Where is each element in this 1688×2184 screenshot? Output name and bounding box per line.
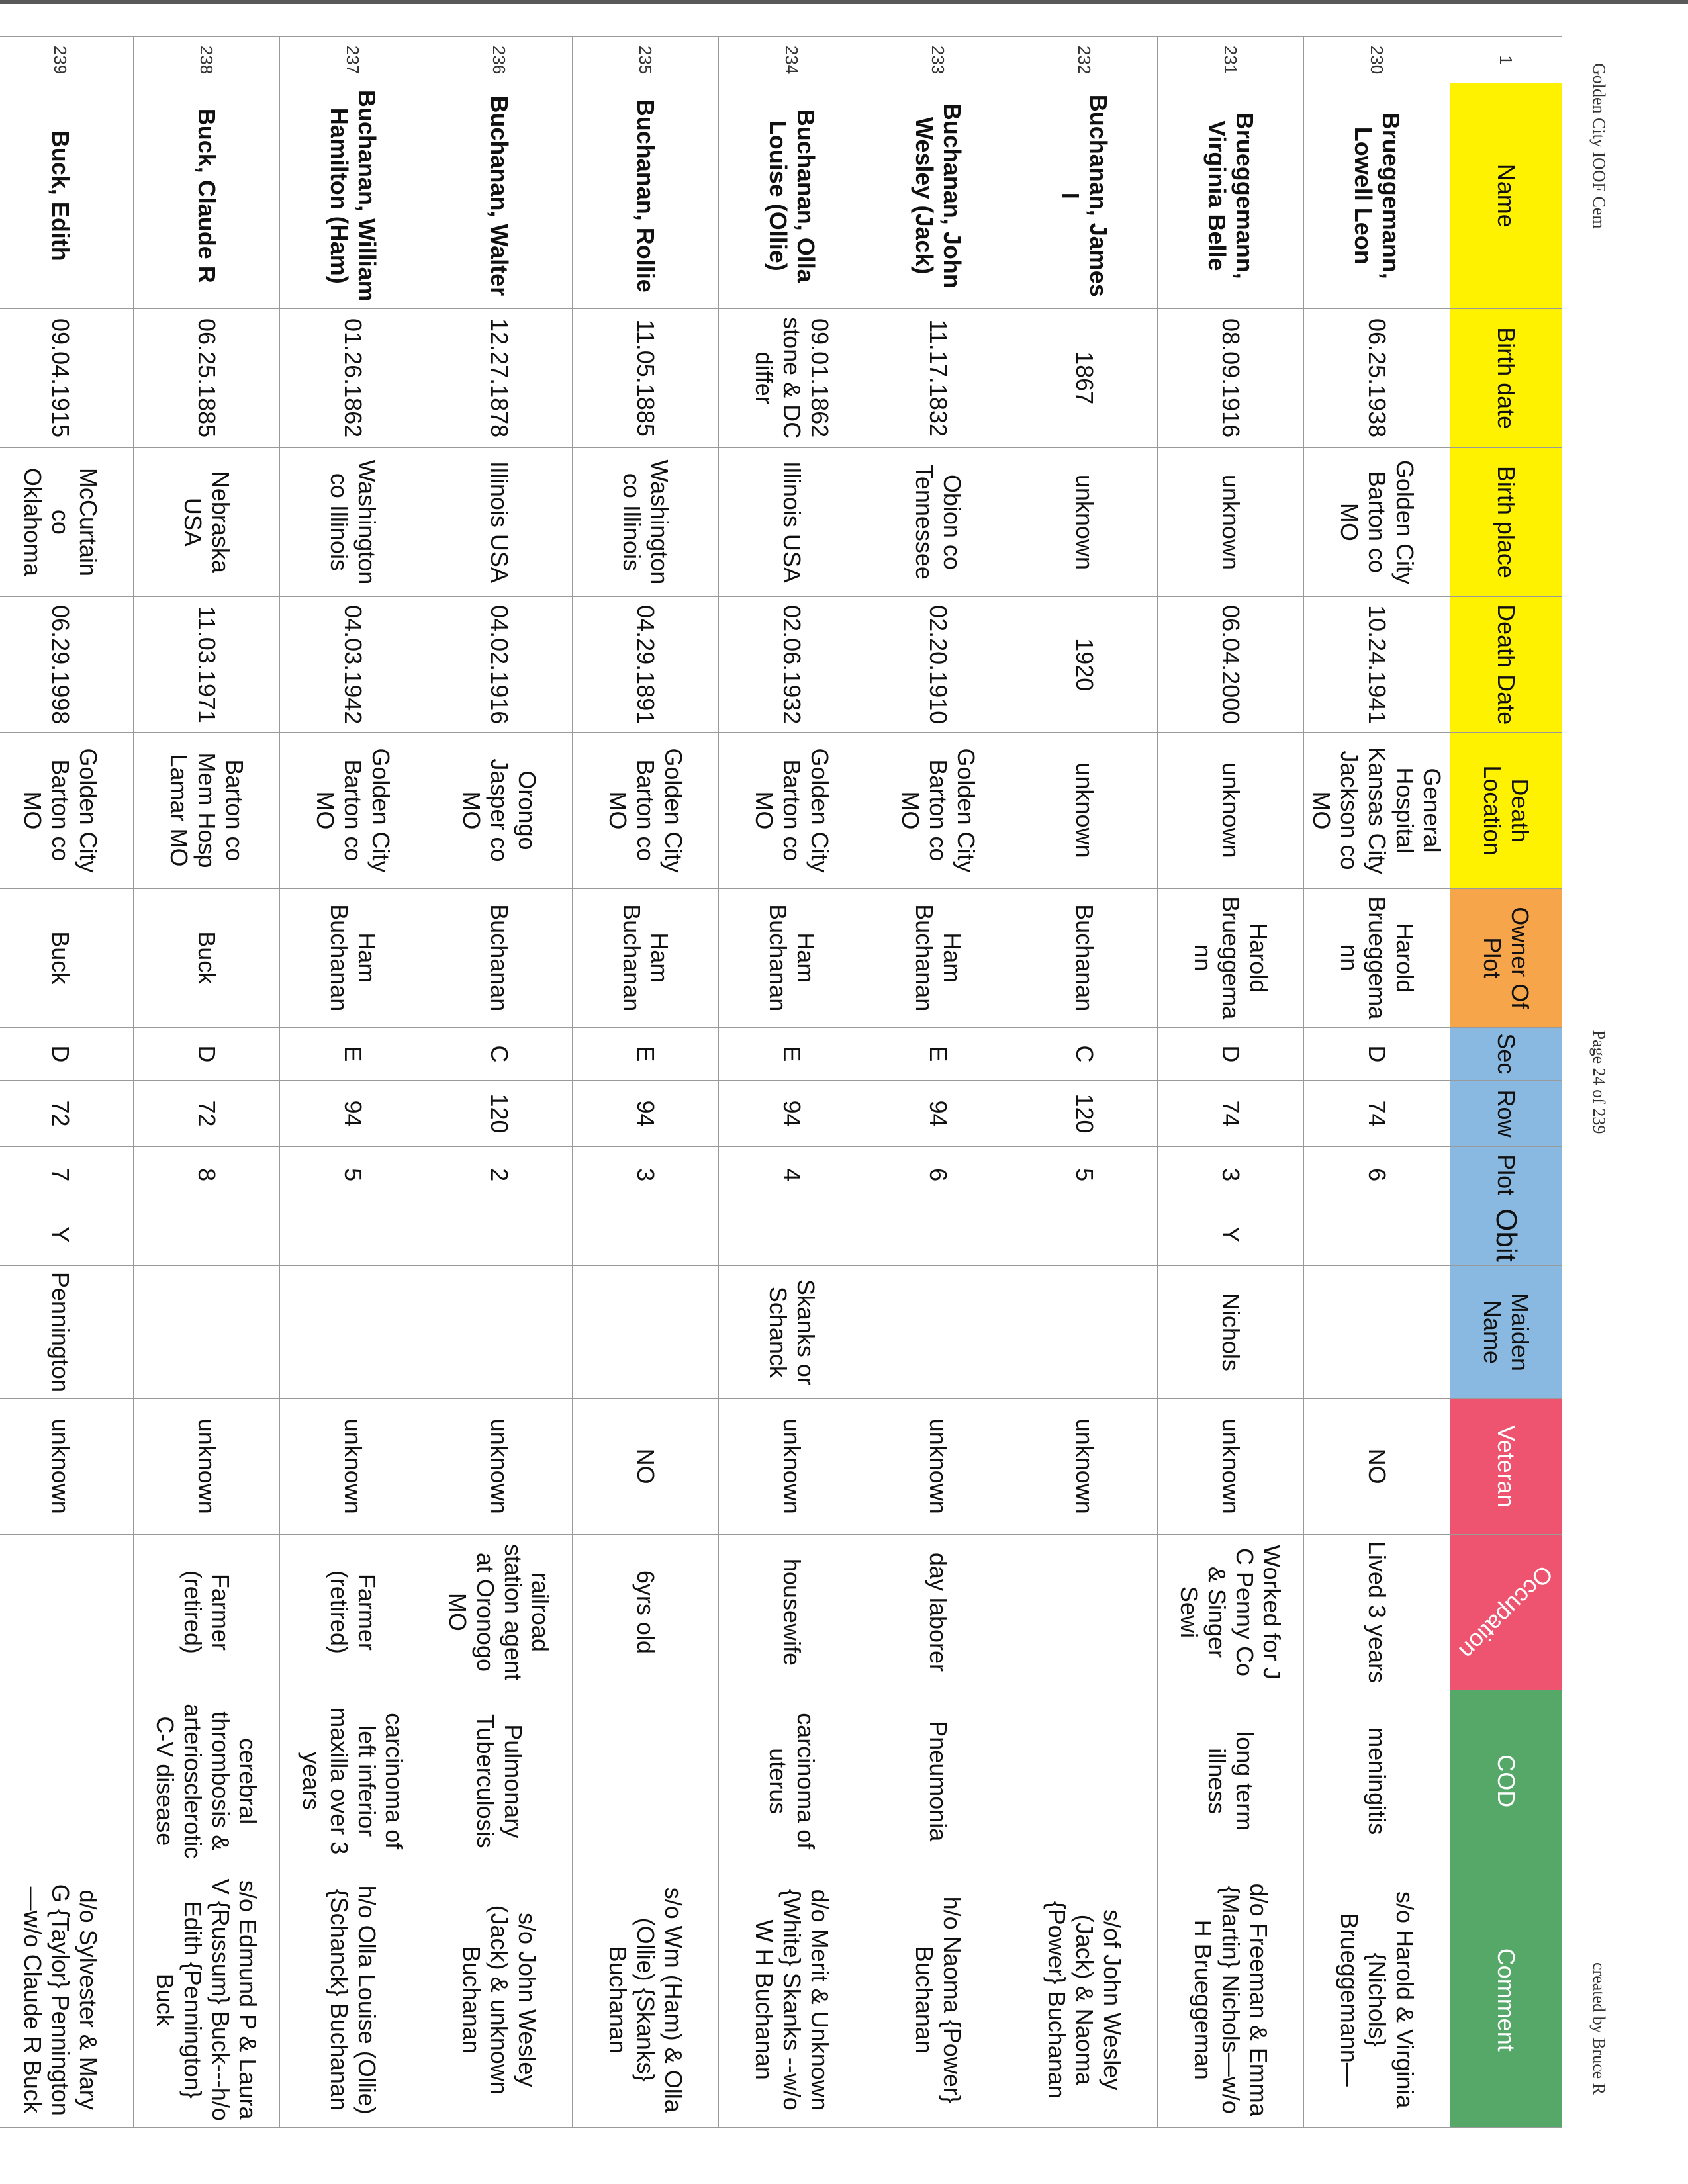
owner-cell: Buchanan bbox=[426, 888, 573, 1027]
birth-date-cell: 09.04.1915 bbox=[0, 308, 134, 447]
birth-date-cell: 06.25.1938 bbox=[1304, 308, 1450, 447]
comment-cell: s/o Harold & Virginia {Nichols} Brueggemann— bbox=[1304, 1872, 1450, 2128]
name-cell: Buck, Claude R bbox=[134, 83, 280, 308]
cod-cell bbox=[573, 1690, 719, 1872]
sec-cell: E bbox=[865, 1027, 1011, 1080]
birth-place-cell: McCurtain co Oklahoma bbox=[0, 447, 134, 596]
plot-cell: 4 bbox=[719, 1147, 865, 1203]
occupation-cell: Worked for J C Penny Co & Singer Sewi bbox=[1158, 1534, 1304, 1690]
death-date-cell: 04.02.1916 bbox=[426, 597, 573, 733]
sec-cell: C bbox=[426, 1027, 573, 1080]
obit-cell bbox=[426, 1203, 573, 1266]
table-row bbox=[280, 37, 426, 2128]
death-date-cell: 04.03.1942 bbox=[280, 597, 426, 733]
table-row bbox=[573, 37, 719, 2128]
death-location-cell: Golden City Barton co MO bbox=[573, 733, 719, 888]
name-cell: Buchanan, Olla Louise (Ollie) bbox=[719, 83, 865, 308]
row-number: 231 bbox=[1158, 37, 1304, 83]
row-cell: 94 bbox=[719, 1080, 865, 1146]
header-occupation bbox=[1450, 1534, 1562, 1690]
owner-cell: Harold Brueggema nn bbox=[1304, 888, 1450, 1027]
sec-cell: D bbox=[1158, 1027, 1304, 1080]
row-number: 233 bbox=[865, 37, 1011, 83]
occupation-cell bbox=[0, 1534, 134, 1690]
name-cell: Buchanan, Walter bbox=[426, 83, 573, 308]
death-location-cell: Orongo Jasper co MO bbox=[426, 733, 573, 888]
owner-cell: Buck bbox=[0, 888, 134, 1027]
plot-cell: 8 bbox=[134, 1147, 280, 1203]
header-row: Row bbox=[1450, 1080, 1562, 1146]
row-cell: 72 bbox=[0, 1080, 134, 1146]
occupation-cell bbox=[1011, 1534, 1158, 1690]
row-number: 236 bbox=[426, 37, 573, 83]
header-birth-date: Birth date bbox=[1450, 308, 1562, 447]
obit-cell bbox=[1304, 1203, 1450, 1266]
table-row bbox=[1158, 37, 1304, 2128]
comment-cell: d/o Merit & Unknown {White} Skanks --w/o W H Buchanan bbox=[719, 1872, 865, 2128]
birth-place-cell: Washington co Illinois bbox=[573, 447, 719, 596]
sec-cell: D bbox=[0, 1027, 134, 1080]
cod-cell bbox=[0, 1690, 134, 1872]
name-cell: Buchanan, William Hamilton (Ham) bbox=[280, 83, 426, 308]
maiden-name-cell: Pennington bbox=[0, 1266, 134, 1398]
death-location-cell: General Hospital Kansas City Jackson co MO bbox=[1304, 733, 1450, 888]
veteran-cell: unknown bbox=[426, 1398, 573, 1534]
birth-place-cell: unknown bbox=[1011, 447, 1158, 596]
table-row bbox=[1011, 37, 1158, 2128]
veteran-cell: NO bbox=[1304, 1398, 1450, 1534]
row-cell: 94 bbox=[573, 1080, 719, 1146]
table-row bbox=[865, 37, 1011, 2128]
death-date-cell: 02.20.1910 bbox=[865, 597, 1011, 733]
name-cell: Buchanan, John Wesley (Jack) bbox=[865, 83, 1011, 308]
maiden-name-cell bbox=[865, 1266, 1011, 1398]
death-date-cell: 11.03.1971 bbox=[134, 597, 280, 733]
maiden-name-cell bbox=[280, 1266, 426, 1398]
death-location-cell: unknown bbox=[1011, 733, 1158, 888]
footer-author: created by Bruce R bbox=[1589, 1962, 1609, 2095]
cod-cell: meningitis bbox=[1304, 1690, 1450, 1872]
footer-cemetery-name: Golden City IOOF Cem bbox=[1589, 63, 1609, 229]
maiden-name-cell bbox=[1011, 1266, 1158, 1398]
veteran-cell: unknown bbox=[865, 1398, 1011, 1534]
death-date-cell: 1920 bbox=[1011, 597, 1158, 733]
row-cell: 74 bbox=[1304, 1080, 1450, 1146]
plot-cell: 7 bbox=[0, 1147, 134, 1203]
header-sec: Sec bbox=[1450, 1027, 1562, 1080]
comment-cell: s/o John Wesley (Jack) & unknown Buchanan bbox=[426, 1872, 573, 2128]
comment-cell: s/o Edmund P & Laura V {Russum} Buck---h/o Edith {Pennington} Buck bbox=[134, 1872, 280, 2128]
row-cell: 120 bbox=[1011, 1080, 1158, 1146]
sec-cell: E bbox=[573, 1027, 719, 1080]
maiden-name-cell: Skanks or Schanck bbox=[719, 1266, 865, 1398]
occupation-cell: housewife bbox=[719, 1534, 865, 1690]
death-location-cell: Golden City Barton co MO bbox=[0, 733, 134, 888]
row-cell: 94 bbox=[280, 1080, 426, 1146]
row-cell: 94 bbox=[865, 1080, 1011, 1146]
name-cell: Buck, Edith bbox=[0, 83, 134, 308]
death-date-cell: 10.24.1941 bbox=[1304, 597, 1450, 733]
cod-cell: carcinoma of left inferior maxilla over 3 years bbox=[280, 1690, 426, 1872]
death-location-cell: Golden City Barton co MO bbox=[865, 733, 1011, 888]
header-veteran: Veteran bbox=[1450, 1398, 1562, 1534]
cod-cell: cerebral thrombosis & arteriosclerotic C-V disease bbox=[134, 1690, 280, 1872]
scan-edge-line bbox=[0, 0, 1688, 4]
header-cod: COD bbox=[1450, 1690, 1562, 1872]
row-number: 235 bbox=[573, 37, 719, 83]
sec-cell: E bbox=[719, 1027, 865, 1080]
death-date-cell: 06.04.2000 bbox=[1158, 597, 1304, 733]
obit-cell bbox=[719, 1203, 865, 1266]
obit-cell bbox=[573, 1203, 719, 1266]
owner-cell: Buchanan bbox=[1011, 888, 1158, 1027]
comment-cell: d/o Sylvester & Mary G {Taylor} Pennington —w/o Claude R Buck bbox=[0, 1872, 134, 2128]
name-cell: Brueggemann, Lowell Leon bbox=[1304, 83, 1450, 308]
occupation-cell: day laborer bbox=[865, 1534, 1011, 1690]
name-cell: Brueggemann, Virginia Belle bbox=[1158, 83, 1304, 308]
plot-cell: 2 bbox=[426, 1147, 573, 1203]
rotated-page bbox=[19, 36, 1628, 2128]
birth-place-cell: Washington co Illinois bbox=[280, 447, 426, 596]
sec-cell: D bbox=[1304, 1027, 1450, 1080]
birth-date-cell: 11.05.1885 bbox=[573, 308, 719, 447]
header-death-location: Death Location bbox=[1450, 733, 1562, 888]
obit-cell: Y bbox=[1158, 1203, 1304, 1266]
cod-cell bbox=[1011, 1690, 1158, 1872]
sec-cell: C bbox=[1011, 1027, 1158, 1080]
table-row bbox=[719, 37, 865, 2128]
row-number: 230 bbox=[1304, 37, 1450, 83]
cod-cell: long term illness bbox=[1158, 1690, 1304, 1872]
plot-cell: 6 bbox=[865, 1147, 1011, 1203]
occupation-cell: railroad station agent at Oronogo MO bbox=[426, 1534, 573, 1690]
death-date-cell: 02.06.1932 bbox=[719, 597, 865, 733]
header-comment: Comment bbox=[1450, 1872, 1562, 2128]
veteran-cell: unknown bbox=[1011, 1398, 1158, 1534]
death-date-cell: 06.29.1998 bbox=[0, 597, 134, 733]
death-location-cell: Golden City Barton co MO bbox=[719, 733, 865, 888]
data-rows bbox=[0, 37, 1450, 2128]
row-number: 238 bbox=[134, 37, 280, 83]
obit-cell bbox=[134, 1203, 280, 1266]
plot-cell: 5 bbox=[1011, 1147, 1158, 1203]
plot-cell: 3 bbox=[1158, 1147, 1304, 1203]
header-maiden-name: Maiden Name bbox=[1450, 1266, 1562, 1398]
row-number: 232 bbox=[1011, 37, 1158, 83]
veteran-cell: unknown bbox=[280, 1398, 426, 1534]
cod-cell: Pneumonia bbox=[865, 1690, 1011, 1872]
death-location-cell: Barton co Mem Hosp Lamar MO bbox=[134, 733, 280, 888]
table-row bbox=[0, 37, 134, 2128]
birth-place-cell: Golden City Barton co MO bbox=[1304, 447, 1450, 596]
table-row bbox=[134, 37, 280, 2128]
header-death-date: Death Date bbox=[1450, 597, 1562, 733]
owner-cell: Ham Buchanan bbox=[573, 888, 719, 1027]
obit-cell bbox=[280, 1203, 426, 1266]
table-row bbox=[426, 37, 573, 2128]
veteran-cell: unknown bbox=[134, 1398, 280, 1534]
birth-place-cell: Illinois USA bbox=[719, 447, 865, 596]
birth-date-cell: 12.27.1878 bbox=[426, 308, 573, 447]
death-location-cell: unknown bbox=[1158, 733, 1304, 888]
veteran-cell: unknown bbox=[719, 1398, 865, 1534]
veteran-cell: unknown bbox=[0, 1398, 134, 1534]
obit-cell: Y bbox=[0, 1203, 134, 1266]
birth-date-cell: 06.25.1885 bbox=[134, 308, 280, 447]
death-date-cell: 04.29.1891 bbox=[573, 597, 719, 733]
footer-page-number: Page 24 of 239 bbox=[1589, 1030, 1609, 1134]
obit-cell bbox=[865, 1203, 1011, 1266]
comment-cell: s/of John Wesley (Jack) & Naoma {Power} Buchanan bbox=[1011, 1872, 1158, 2128]
owner-cell: Ham Buchanan bbox=[280, 888, 426, 1027]
header-birth-place: Birth place bbox=[1450, 447, 1562, 596]
plot-cell: 5 bbox=[280, 1147, 426, 1203]
maiden-name-cell bbox=[134, 1266, 280, 1398]
maiden-name-cell bbox=[1304, 1266, 1450, 1398]
cod-cell: Pulmonary Tuberculosis bbox=[426, 1690, 573, 1872]
birth-date-cell: 08.09.1916 bbox=[1158, 308, 1304, 447]
maiden-name-cell bbox=[573, 1266, 719, 1398]
burial-records-table bbox=[0, 36, 1562, 2128]
header-row bbox=[1450, 37, 1562, 2128]
row-cell: 120 bbox=[426, 1080, 573, 1146]
table-row bbox=[1304, 37, 1450, 2128]
comment-cell: d/o Freeman & Emma {Martin} Nichols—w/o H Brueggeman bbox=[1158, 1872, 1304, 2128]
row-number: 237 bbox=[280, 37, 426, 83]
birth-date-cell: 09.01.1862 stone & DC differ bbox=[719, 308, 865, 447]
plot-cell: 6 bbox=[1304, 1147, 1450, 1203]
obit-cell bbox=[1011, 1203, 1158, 1266]
birth-place-cell: Obion co Tennessee bbox=[865, 447, 1011, 596]
maiden-name-cell bbox=[426, 1266, 573, 1398]
row-number: 234 bbox=[719, 37, 865, 83]
death-location-cell: Golden City Barton co MO bbox=[280, 733, 426, 888]
row-cell: 74 bbox=[1158, 1080, 1304, 1146]
birth-place-cell: Illinois USA bbox=[426, 447, 573, 596]
birth-date-cell: 01.26.1862 bbox=[280, 308, 426, 447]
occupation-cell: Farmer (retired) bbox=[134, 1534, 280, 1690]
maiden-name-cell: Nichols bbox=[1158, 1266, 1304, 1398]
owner-cell: Buck bbox=[134, 888, 280, 1027]
owner-cell: Ham Buchanan bbox=[719, 888, 865, 1027]
occupation-cell: 6yrs old bbox=[573, 1534, 719, 1690]
name-cell: Buchanan, Rollie bbox=[573, 83, 719, 308]
row-number: 239 bbox=[0, 37, 134, 83]
header-plot: Plot bbox=[1450, 1147, 1562, 1203]
cod-cell: carcinoma of uterus bbox=[719, 1690, 865, 1872]
birth-place-cell: unknown bbox=[1158, 447, 1304, 596]
name-cell: Buchanan, James I bbox=[1011, 83, 1158, 308]
veteran-cell: unknown bbox=[1158, 1398, 1304, 1534]
header-name: Name bbox=[1450, 83, 1562, 308]
sec-cell: D bbox=[134, 1027, 280, 1080]
veteran-cell: NO bbox=[573, 1398, 719, 1534]
plot-cell: 3 bbox=[573, 1147, 719, 1203]
sec-cell: E bbox=[280, 1027, 426, 1080]
birth-place-cell: Nebraska USA bbox=[134, 447, 280, 596]
header-owner-of-plot: Owner Of Plot bbox=[1450, 888, 1562, 1027]
birth-date-cell: 1867 bbox=[1011, 308, 1158, 447]
row-cell: 72 bbox=[134, 1080, 280, 1146]
birth-date-cell: 11.17.1832 bbox=[865, 308, 1011, 447]
comment-cell: h/o Olla Louise (Ollie) {Schanck} Buchanan bbox=[280, 1872, 426, 2128]
owner-cell: Harold Brueggema nn bbox=[1158, 888, 1304, 1027]
comment-cell: h/o Naoma {Power} Buchanan bbox=[865, 1872, 1011, 2128]
header-row-number: 1 bbox=[1450, 37, 1562, 83]
occupation-cell: Lived 3 years bbox=[1304, 1534, 1450, 1690]
comment-cell: s/o Wm (Ham) & Olla (Ollie) {Skanks} Buchanan bbox=[573, 1872, 719, 2128]
header-obit: Obit bbox=[1450, 1203, 1562, 1266]
owner-cell: Ham Buchanan bbox=[865, 888, 1011, 1027]
occupation-cell: Farmer (retired) bbox=[280, 1534, 426, 1690]
header-occupation-label: Occupation bbox=[1454, 1560, 1559, 1665]
